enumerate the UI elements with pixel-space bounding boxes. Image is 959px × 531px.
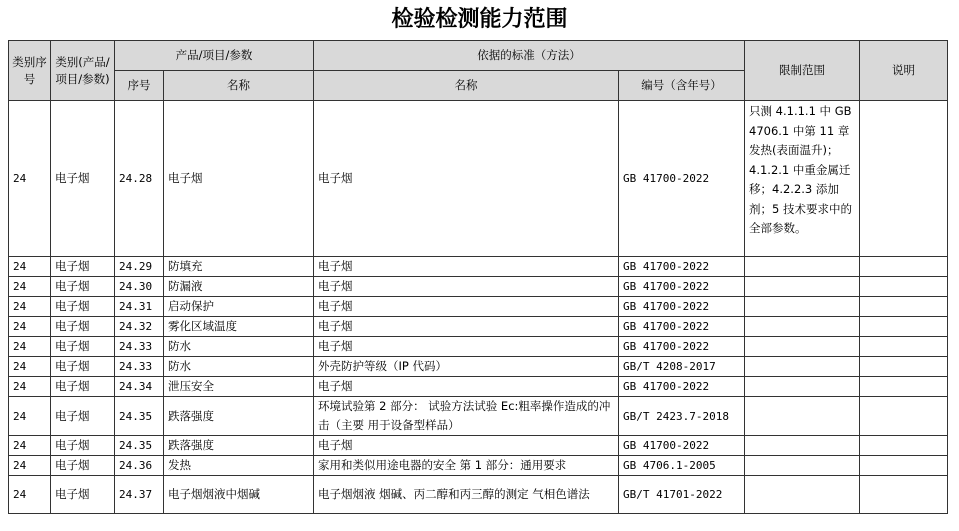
header-cat-name: 类别(产品/项目/参数) (51, 41, 115, 101)
cell-item-name: 发热 (164, 456, 314, 476)
table-row (9, 476, 948, 514)
page-title: 检验检测能力范围 (391, 6, 568, 32)
table-row (9, 397, 948, 436)
cell-std-code: GB 41700-2022 (619, 377, 745, 397)
table-row (9, 317, 948, 337)
cell-std-name: 环境试验第 2 部分： 试验方法试验 Ec:粗率操作造成的冲击（主要 用于设备型样品） (314, 397, 619, 436)
header-product-group: 产品/项目/参数 (115, 41, 314, 71)
header-std-name: 名称 (314, 71, 619, 101)
cell-cat-no: 24 (9, 257, 51, 277)
table-row (9, 357, 948, 377)
cell-limit (745, 317, 860, 337)
cell-std-name: 电子烟 (314, 101, 619, 257)
cell-std-name: 电子烟 (314, 337, 619, 357)
cell-item-name: 防水 (164, 357, 314, 377)
header-seq: 序号 (115, 71, 164, 101)
cell-cat-name: 电子烟 (51, 397, 115, 436)
cell-limit (745, 277, 860, 297)
cell-cat-no: 24 (9, 297, 51, 317)
header-item-name: 名称 (164, 71, 314, 101)
cell-seq: 24.32 (115, 317, 164, 337)
cell-seq: 24.29 (115, 257, 164, 277)
header-note: 说明 (860, 41, 948, 101)
table-row (9, 101, 948, 257)
cell-seq: 24.35 (115, 436, 164, 456)
cell-std-name: 外壳防护等级（IP 代码） (314, 357, 619, 377)
cell-std-code: GB 41700-2022 (619, 257, 745, 277)
cell-seq: 24.33 (115, 337, 164, 357)
cell-cat-no: 24 (9, 476, 51, 514)
cell-item-name: 防漏液 (164, 277, 314, 297)
cell-limit (745, 257, 860, 277)
table-row (9, 277, 948, 297)
cell-std-name: 电子烟 (314, 436, 619, 456)
cell-seq: 24.31 (115, 297, 164, 317)
cell-cat-no: 24 (9, 277, 51, 297)
cell-note (860, 337, 948, 357)
cell-note (860, 436, 948, 456)
cell-std-code: GB 41700-2022 (619, 317, 745, 337)
cell-note (860, 277, 948, 297)
cell-std-name: 家用和类似用途电器的安全 第 1 部分：通用要求 (314, 456, 619, 476)
cell-cat-name: 电子烟 (51, 257, 115, 277)
cell-cat-name: 电子烟 (51, 297, 115, 317)
cell-seq: 24.35 (115, 397, 164, 436)
cell-limit (745, 297, 860, 317)
table-row (9, 257, 948, 277)
cell-std-name: 电子烟 (314, 257, 619, 277)
cell-cat-name: 电子烟 (51, 317, 115, 337)
cell-note (860, 397, 948, 436)
cell-limit (745, 377, 860, 397)
cell-std-code: GB 41700-2022 (619, 337, 745, 357)
header-standard-group: 依据的标准（方法） (314, 41, 745, 71)
cell-cat-no: 24 (9, 357, 51, 377)
cell-cat-no: 24 (9, 377, 51, 397)
table-row (9, 456, 948, 476)
cell-limit (745, 436, 860, 456)
cell-cat-no: 24 (9, 436, 51, 456)
cell-note (860, 101, 948, 257)
cell-cat-name: 电子烟 (51, 476, 115, 514)
cell-item-name: 跌落强度 (164, 436, 314, 456)
cell-cat-name: 电子烟 (51, 357, 115, 377)
cell-cat-no: 24 (9, 456, 51, 476)
cell-cat-no: 24 (9, 397, 51, 436)
table-row (9, 337, 948, 357)
cell-item-name: 泄压安全 (164, 377, 314, 397)
cell-seq: 24.28 (115, 101, 164, 257)
cell-note (860, 377, 948, 397)
cell-seq: 24.30 (115, 277, 164, 297)
cell-cat-name: 电子烟 (51, 277, 115, 297)
cell-cat-no: 24 (9, 337, 51, 357)
cell-note (860, 357, 948, 377)
cell-limit (745, 476, 860, 514)
cell-item-name: 跌落强度 (164, 397, 314, 436)
cell-std-code: GB 41700-2022 (619, 297, 745, 317)
cell-item-name: 电子烟烟液中烟碱 (164, 476, 314, 514)
cell-cat-name: 电子烟 (51, 377, 115, 397)
header-limit: 限制范围 (745, 41, 860, 101)
cell-limit (745, 456, 860, 476)
cell-note (860, 456, 948, 476)
cell-limit: 只测 4.1.1.1 中 GB 4706.1 中第 11 章 发热(表面温升)；4.1.2.1 中重金属迁移；4.2.2.3 添加剂；5 技术要求中的全部参数。 (745, 101, 860, 257)
cell-cat-name: 电子烟 (51, 456, 115, 476)
cell-std-code: GB/T 4208-2017 (619, 357, 745, 377)
capability-table (8, 40, 948, 514)
cell-limit (745, 357, 860, 377)
table-row (9, 297, 948, 317)
cell-std-name: 电子烟 (314, 317, 619, 337)
cell-std-name: 电子烟 (314, 377, 619, 397)
cell-note (860, 257, 948, 277)
cell-cat-name: 电子烟 (51, 436, 115, 456)
cell-std-name: 电子烟烟液 烟碱、丙二醇和丙三醇的测定 气相色谱法 (314, 476, 619, 514)
cell-seq: 24.34 (115, 377, 164, 397)
cell-std-code: GB 41700-2022 (619, 101, 745, 257)
cell-cat-name: 电子烟 (51, 101, 115, 257)
cell-item-name: 电子烟 (164, 101, 314, 257)
cell-note (860, 317, 948, 337)
cell-note (860, 297, 948, 317)
cell-std-code: GB/T 41701-2022 (619, 476, 745, 514)
table-row (9, 377, 948, 397)
cell-note (860, 476, 948, 514)
cell-limit (745, 397, 860, 436)
cell-item-name: 雾化区域温度 (164, 317, 314, 337)
cell-cat-no: 24 (9, 101, 51, 257)
cell-limit (745, 337, 860, 357)
cell-std-name: 电子烟 (314, 297, 619, 317)
cell-item-name: 启动保护 (164, 297, 314, 317)
table-row (9, 436, 948, 456)
cell-seq: 24.37 (115, 476, 164, 514)
cell-item-name: 防填充 (164, 257, 314, 277)
cell-cat-no: 24 (9, 317, 51, 337)
header-cat-no: 类别序号 (9, 41, 51, 101)
cell-seq: 24.33 (115, 357, 164, 377)
cell-std-code: GB 41700-2022 (619, 436, 745, 456)
cell-std-code: GB 41700-2022 (619, 277, 745, 297)
header-std-code: 编号（含年号） (619, 71, 745, 101)
cell-std-code: GB/T 2423.7-2018 (619, 397, 745, 436)
cell-std-code: GB 4706.1-2005 (619, 456, 745, 476)
cell-cat-name: 电子烟 (51, 337, 115, 357)
cell-std-name: 电子烟 (314, 277, 619, 297)
cell-item-name: 防水 (164, 337, 314, 357)
cell-seq: 24.36 (115, 456, 164, 476)
